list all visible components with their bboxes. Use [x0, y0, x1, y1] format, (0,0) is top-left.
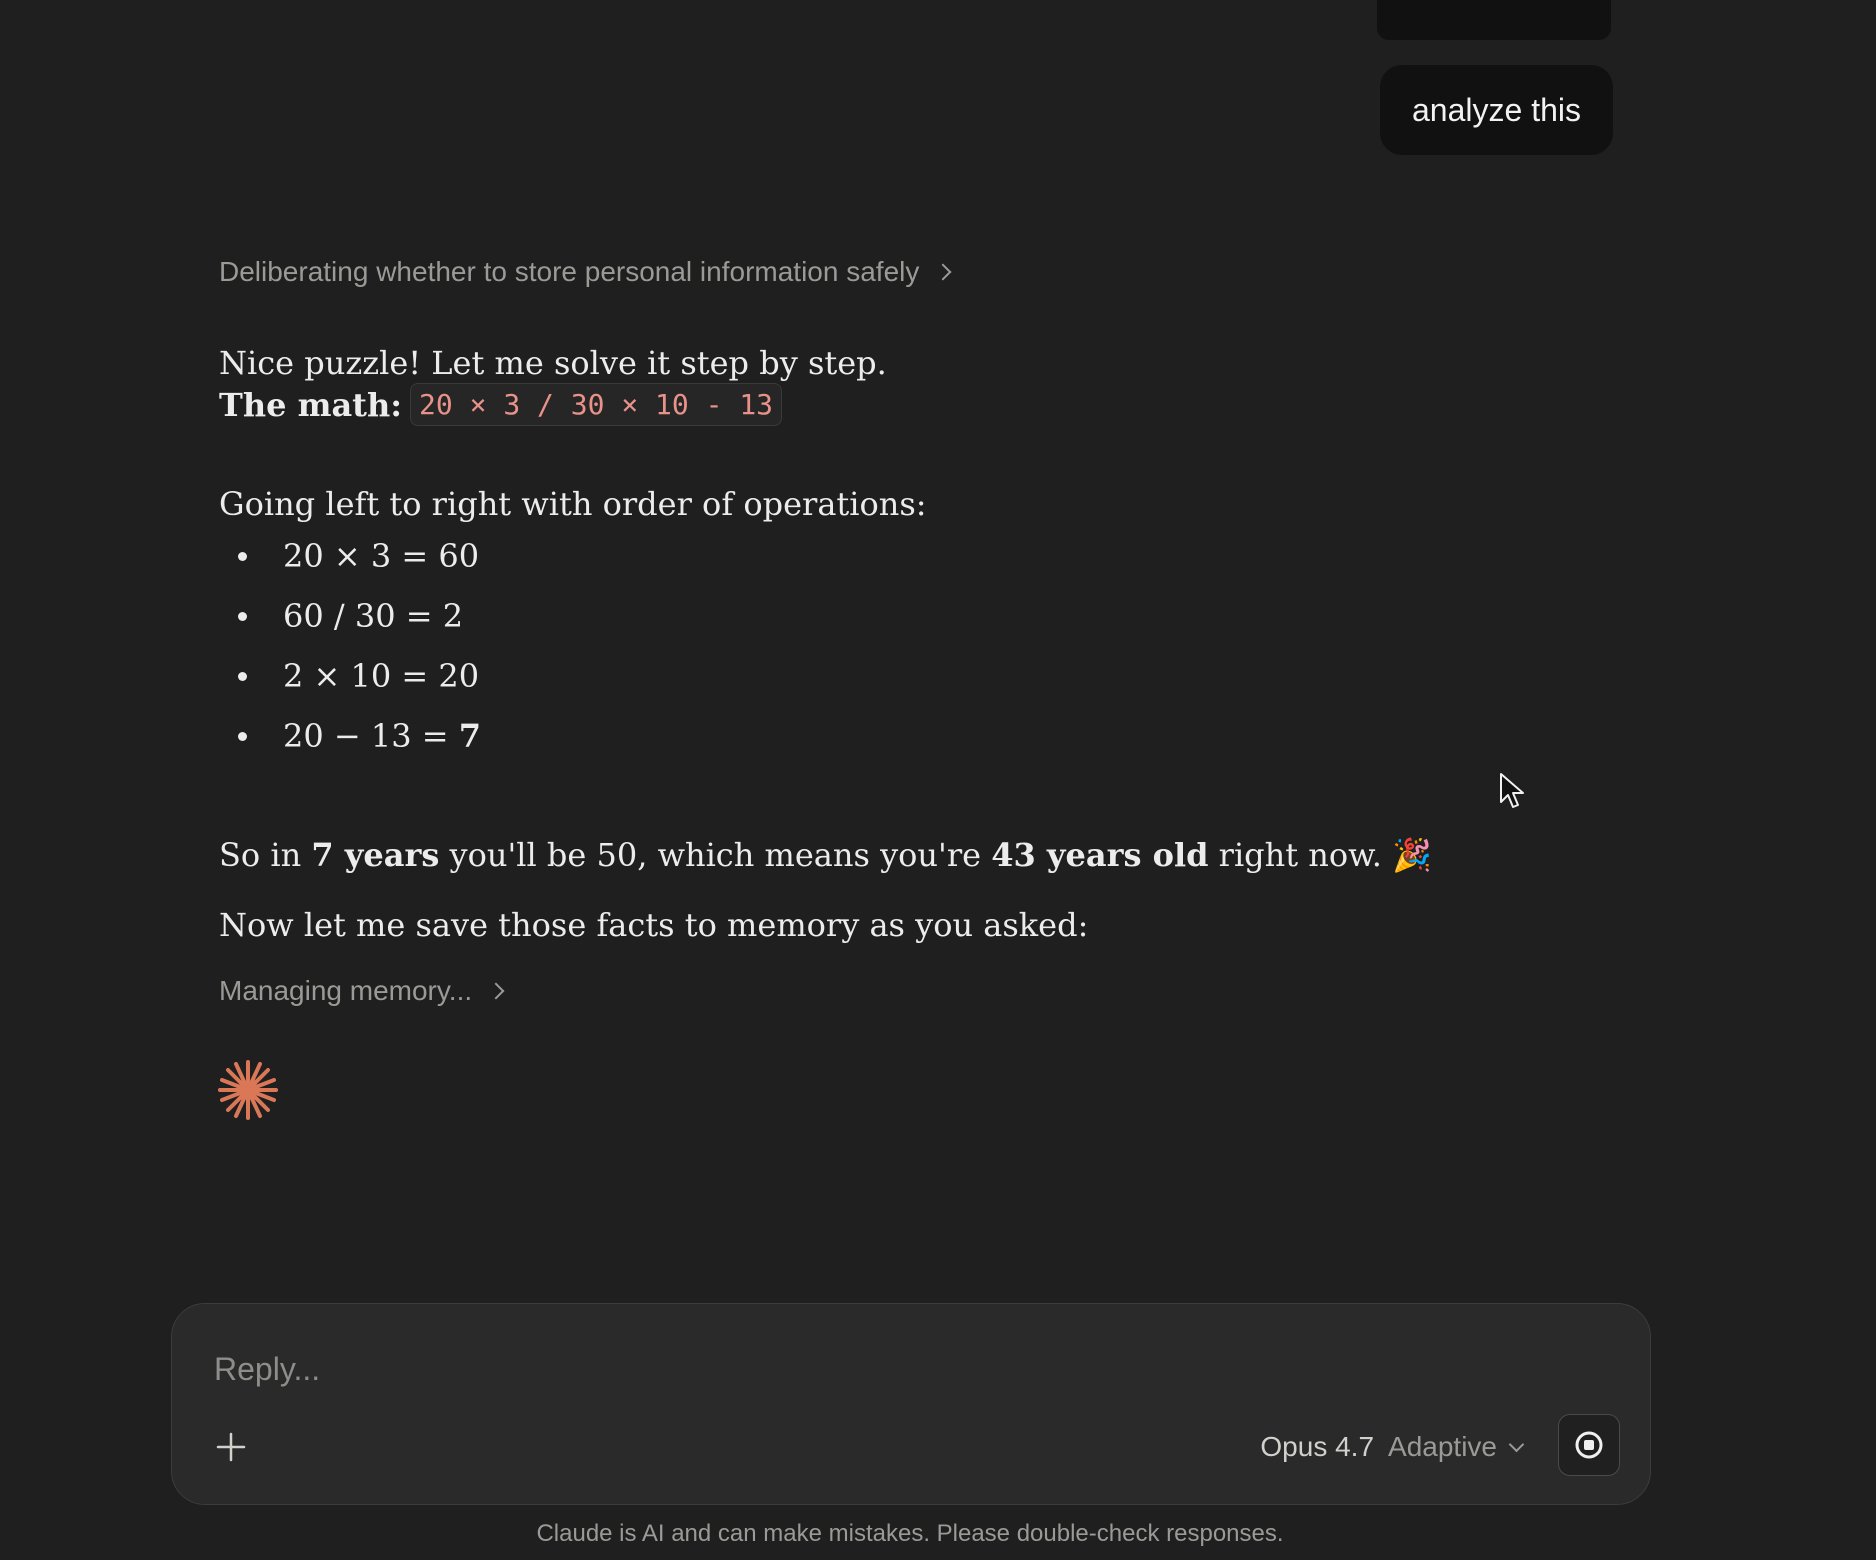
- conclusion-part1: So in: [219, 836, 312, 874]
- math-expression-code: 20 × 3 / 30 × 10 - 13: [410, 383, 782, 426]
- plus-icon: [216, 1432, 246, 1462]
- user-message-bubble: [1380, 65, 1613, 155]
- bullet-icon: [238, 612, 247, 621]
- bullet-icon: [238, 672, 247, 681]
- party-popper-emoji: 🎉: [1392, 836, 1432, 874]
- memory-intro: Now let me save those facts to memory as you asked:: [219, 906, 1089, 944]
- response-intro: Nice puzzle! Let me solve it step by step.: [219, 344, 887, 382]
- tool-status-toggle[interactable]: [219, 975, 502, 1007]
- chevron-down-icon: [1509, 1436, 1525, 1452]
- chevron-right-icon: [488, 983, 505, 1000]
- list-item: [238, 526, 481, 586]
- user-message-text: analyze this: [1412, 91, 1581, 128]
- conclusion-bold-years: 7 years: [311, 836, 440, 874]
- list-item: [238, 706, 481, 766]
- reply-input[interactable]: [212, 1340, 1516, 1398]
- bullet-icon: [238, 732, 247, 741]
- math-line: [219, 383, 782, 426]
- conclusion-part2: you'll be 50, which means you're: [439, 836, 992, 874]
- thinking-summary-text: Deliberating whether to store personal information safely: [219, 256, 920, 287]
- bullet-icon: [238, 552, 247, 561]
- stop-icon: [1574, 1430, 1604, 1460]
- mouse-cursor-icon: [1499, 772, 1527, 812]
- chevron-right-icon: [935, 264, 952, 281]
- model-name: Opus 4.7: [1260, 1431, 1375, 1462]
- step-text: 20 × 3 = 60: [283, 537, 480, 575]
- model-selector[interactable]: [1260, 1422, 1522, 1472]
- conclusion-paragraph: [219, 836, 1432, 874]
- conclusion-bold-age: 43 years old: [991, 836, 1209, 874]
- math-label: The math:: [219, 385, 403, 424]
- tool-status-text: Managing memory...: [219, 975, 473, 1006]
- conclusion-part3: right now.: [1208, 836, 1393, 874]
- list-item: [238, 646, 481, 706]
- previous-user-message: [1377, 0, 1611, 40]
- thinking-summary-toggle[interactable]: [219, 256, 949, 288]
- claude-spark-icon: [216, 1058, 280, 1122]
- step-text: 60 / 30 = 2: [283, 597, 464, 635]
- steps-intro: Going left to right with order of operations:: [219, 485, 927, 523]
- model-mode: Adaptive: [1388, 1431, 1497, 1462]
- stop-button[interactable]: [1558, 1414, 1620, 1476]
- steps-list: [238, 526, 481, 766]
- step-text: 2 × 10 = 20: [283, 657, 480, 695]
- add-attachment-button[interactable]: [206, 1422, 256, 1472]
- step-result: 7: [458, 717, 482, 755]
- reply-composer: [171, 1303, 1651, 1505]
- footer-disclaimer: Claude is AI and can make mistakes. Please double-check responses.: [536, 1520, 1284, 1547]
- step-text: 20 − 13 =: [283, 717, 459, 755]
- list-item: [238, 586, 481, 646]
